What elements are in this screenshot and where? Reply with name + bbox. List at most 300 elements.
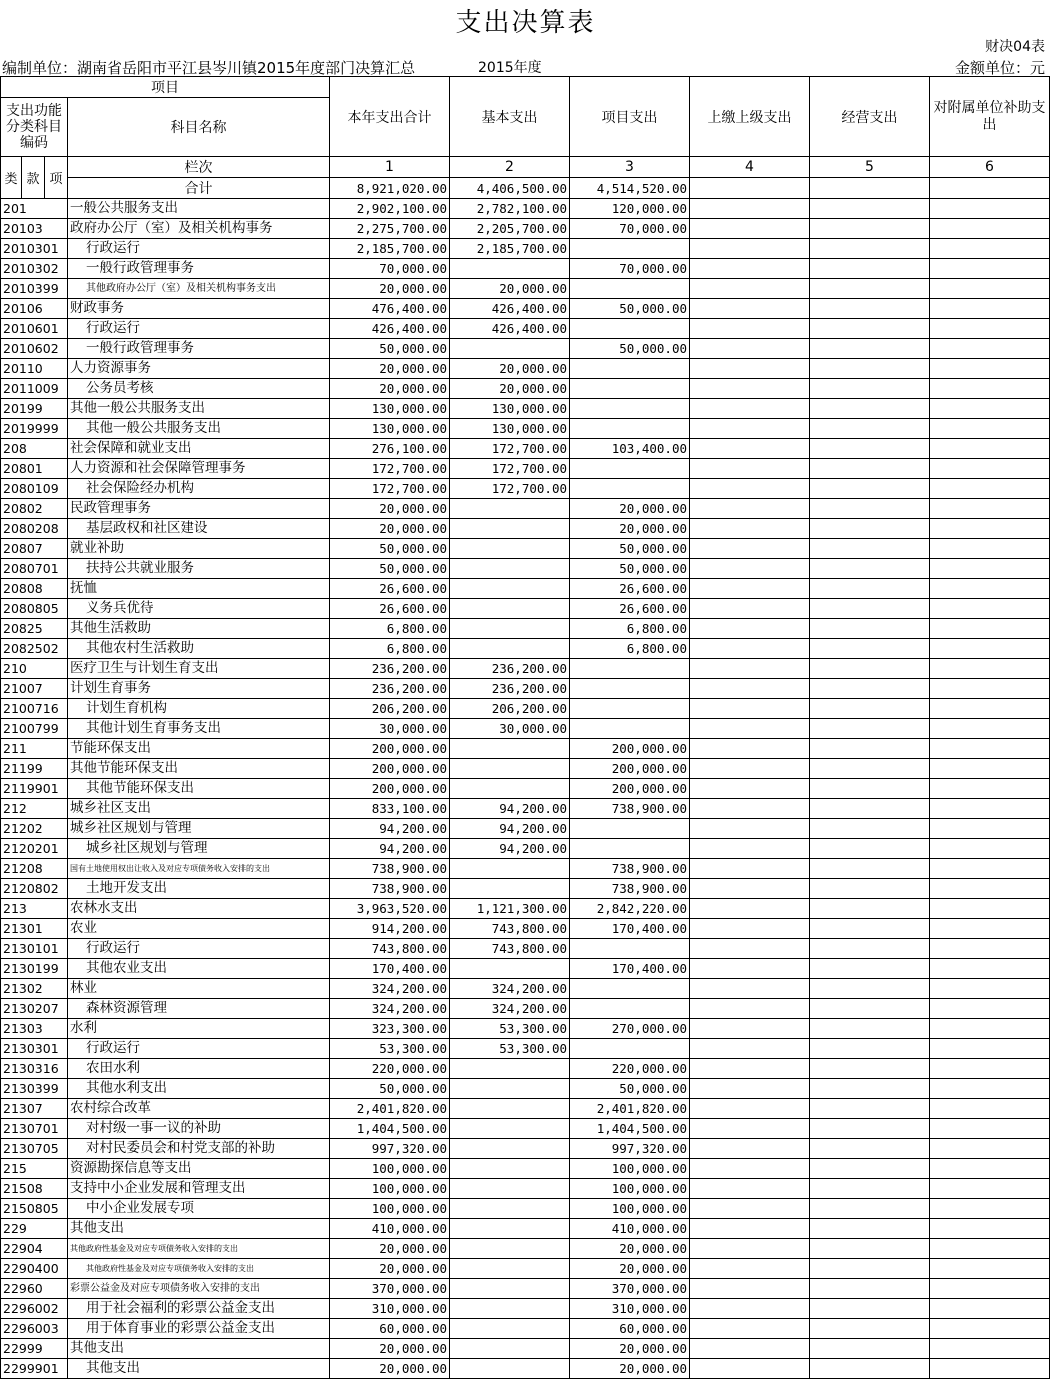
- row-business-expenditure: [810, 379, 930, 399]
- row-name: 扶持公共就业服务: [68, 559, 330, 579]
- row-total-expenditure: 170,400.00: [330, 959, 450, 979]
- row-project-expenditure: 738,900.00: [570, 799, 690, 819]
- row-name: 一般行政管理事务: [68, 259, 330, 279]
- row-name: 其他生活救助: [68, 619, 330, 639]
- row-project-expenditure: [570, 399, 690, 419]
- row-subsidiary-subsidy: [930, 959, 1050, 979]
- row-code: 21303: [1, 1019, 68, 1039]
- report-year: 2015年度: [478, 60, 542, 76]
- row-subsidiary-subsidy: [930, 1079, 1050, 1099]
- table-row: [1, 839, 1050, 859]
- row-subsidiary-subsidy: [930, 1219, 1050, 1239]
- row-business-expenditure: [810, 1019, 930, 1039]
- table-row: [1, 939, 1050, 959]
- row-total-expenditure: 20,000.00: [330, 519, 450, 539]
- row-total-expenditure: 60,000.00: [330, 1319, 450, 1339]
- row-name: 其他农村生活救助: [68, 639, 330, 659]
- row-code: 2150805: [1, 1199, 68, 1219]
- row-name: 其他计划生育事务支出: [68, 719, 330, 739]
- table-row: [1, 1059, 1050, 1079]
- row-business-expenditure: [810, 659, 930, 679]
- row-subsidiary-subsidy: [930, 239, 1050, 259]
- row-upper-remit: [690, 1059, 810, 1079]
- row-business-expenditure: [810, 1119, 930, 1139]
- row-name: 对村级一事一议的补助: [68, 1119, 330, 1139]
- row-project-expenditure: 6,800.00: [570, 639, 690, 659]
- row-code: 20106: [1, 299, 68, 319]
- row-upper-remit: [690, 319, 810, 339]
- row-project-expenditure: 50,000.00: [570, 299, 690, 319]
- row-project-expenditure: 20,000.00: [570, 1339, 690, 1359]
- row-business-expenditure: [810, 339, 930, 359]
- row-subsidiary-subsidy: [930, 519, 1050, 539]
- table-row: [1, 799, 1050, 819]
- row-total-expenditure: 172,700.00: [330, 459, 450, 479]
- row-basic-expenditure: 2,205,700.00: [450, 219, 570, 239]
- table-row: [1, 519, 1050, 539]
- row-upper-remit: [690, 939, 810, 959]
- row-subsidiary-subsidy: [930, 1019, 1050, 1039]
- row-code: 201: [1, 199, 68, 219]
- row-project-expenditure: 200,000.00: [570, 739, 690, 759]
- row-business-expenditure: [810, 739, 930, 759]
- row-name: 义务兵优待: [68, 599, 330, 619]
- row-code: 2130207: [1, 999, 68, 1019]
- row-name: 资源勘探信息等支出: [68, 1159, 330, 1179]
- row-project-expenditure: 170,400.00: [570, 919, 690, 939]
- row-subsidiary-subsidy: [930, 1239, 1050, 1259]
- row-upper-remit: [690, 699, 810, 719]
- row-upper-remit: [690, 959, 810, 979]
- row-total-expenditure: 6,800.00: [330, 639, 450, 659]
- report-title: 支出决算表: [455, 8, 596, 38]
- row-subsidiary-subsidy: [930, 379, 1050, 399]
- row-code: 22960: [1, 1279, 68, 1299]
- row-code: 2080208: [1, 519, 68, 539]
- row-name: 其他一般公共服务支出: [68, 419, 330, 439]
- total-label: 合计: [68, 178, 330, 199]
- row-project-expenditure: [570, 979, 690, 999]
- row-project-expenditure: 26,600.00: [570, 599, 690, 619]
- row-subsidiary-subsidy: [930, 579, 1050, 599]
- row-code: 212: [1, 799, 68, 819]
- row-total-expenditure: 236,200.00: [330, 679, 450, 699]
- row-basic-expenditure: [450, 1119, 570, 1139]
- row-basic-expenditure: 130,000.00: [450, 419, 570, 439]
- row-upper-remit: [690, 579, 810, 599]
- row-basic-expenditure: [450, 339, 570, 359]
- row-name: 医疗卫生与计划生育支出: [68, 659, 330, 679]
- row-business-expenditure: [810, 1219, 930, 1239]
- row-total-expenditure: 3,963,520.00: [330, 899, 450, 919]
- row-business-expenditure: [810, 1099, 930, 1119]
- row-basic-expenditure: [450, 1359, 570, 1379]
- row-code: 20801: [1, 459, 68, 479]
- row-project-expenditure: 170,400.00: [570, 959, 690, 979]
- table-row: [1, 619, 1050, 639]
- table-row: [1, 219, 1050, 239]
- header-kuan: 款: [22, 157, 45, 199]
- row-basic-expenditure: [450, 1179, 570, 1199]
- row-name: 抚恤: [68, 579, 330, 599]
- row-upper-remit: [690, 779, 810, 799]
- row-name: 基层政权和社区建设: [68, 519, 330, 539]
- row-basic-expenditure: [450, 539, 570, 559]
- row-subsidiary-subsidy: [930, 599, 1050, 619]
- row-business-expenditure: [810, 919, 930, 939]
- total-c4: [690, 178, 810, 199]
- row-subsidiary-subsidy: [930, 439, 1050, 459]
- row-subsidiary-subsidy: [930, 839, 1050, 859]
- row-name: 其他支出: [68, 1219, 330, 1239]
- table-row: [1, 319, 1050, 339]
- row-total-expenditure: 94,200.00: [330, 819, 450, 839]
- row-project-expenditure: 100,000.00: [570, 1199, 690, 1219]
- row-basic-expenditure: 30,000.00: [450, 719, 570, 739]
- row-basic-expenditure: 172,700.00: [450, 479, 570, 499]
- form-number: 财决04表: [985, 39, 1045, 55]
- reporting-unit: [2, 57, 542, 78]
- row-total-expenditure: 476,400.00: [330, 299, 450, 319]
- row-upper-remit: [690, 219, 810, 239]
- row-name: 其他政府办公厅（室）及相关机构事务支出: [68, 279, 330, 299]
- row-upper-remit: [690, 1019, 810, 1039]
- table-row: [1, 539, 1050, 559]
- row-subsidiary-subsidy: [930, 1279, 1050, 1299]
- row-subsidiary-subsidy: [930, 899, 1050, 919]
- row-basic-expenditure: 130,000.00: [450, 399, 570, 419]
- row-total-expenditure: 324,200.00: [330, 979, 450, 999]
- row-upper-remit: [690, 1079, 810, 1099]
- table-row: [1, 479, 1050, 499]
- row-total-expenditure: 100,000.00: [330, 1199, 450, 1219]
- row-code: 2290400: [1, 1259, 68, 1279]
- row-basic-expenditure: [450, 1159, 570, 1179]
- row-name: 行政运行: [68, 319, 330, 339]
- table-row: [1, 1199, 1050, 1219]
- row-basic-expenditure: [450, 559, 570, 579]
- row-total-expenditure: 200,000.00: [330, 739, 450, 759]
- row-name: 土地开发支出: [68, 879, 330, 899]
- row-total-expenditure: 220,000.00: [330, 1059, 450, 1079]
- row-total-expenditure: 50,000.00: [330, 539, 450, 559]
- row-business-expenditure: [810, 799, 930, 819]
- row-business-expenditure: [810, 839, 930, 859]
- row-name: 城乡社区支出: [68, 799, 330, 819]
- row-project-expenditure: 50,000.00: [570, 539, 690, 559]
- row-business-expenditure: [810, 519, 930, 539]
- row-code: 2010301: [1, 239, 68, 259]
- row-subsidiary-subsidy: [930, 199, 1050, 219]
- row-code: 2010302: [1, 259, 68, 279]
- row-code: 2010399: [1, 279, 68, 299]
- table-row: [1, 759, 1050, 779]
- row-project-expenditure: 100,000.00: [570, 1159, 690, 1179]
- table-row: [1, 1279, 1050, 1299]
- reporting-unit-text: 编制单位：湖南省岳阳市平江县岑川镇2015年度部门决算汇总: [2, 59, 416, 77]
- row-business-expenditure: [810, 599, 930, 619]
- row-upper-remit: [690, 819, 810, 839]
- row-code: 22999: [1, 1339, 68, 1359]
- row-name: 行政运行: [68, 239, 330, 259]
- row-total-expenditure: 26,600.00: [330, 579, 450, 599]
- row-upper-remit: [690, 839, 810, 859]
- row-subsidiary-subsidy: [930, 499, 1050, 519]
- row-project-expenditure: 120,000.00: [570, 199, 690, 219]
- row-name: 对村民委员会和村党支部的补助: [68, 1139, 330, 1159]
- table-row: [1, 559, 1050, 579]
- row-code: 20802: [1, 499, 68, 519]
- row-total-expenditure: 200,000.00: [330, 779, 450, 799]
- table-row: [1, 1159, 1050, 1179]
- row-upper-remit: [690, 459, 810, 479]
- row-total-expenditure: 1,404,500.00: [330, 1119, 450, 1139]
- row-subsidiary-subsidy: [930, 1299, 1050, 1319]
- header-lei: 类: [1, 157, 22, 199]
- row-basic-expenditure: [450, 1099, 570, 1119]
- row-subsidiary-subsidy: [930, 399, 1050, 419]
- row-basic-expenditure: [450, 1339, 570, 1359]
- row-project-expenditure: 200,000.00: [570, 759, 690, 779]
- row-project-expenditure: [570, 279, 690, 299]
- row-total-expenditure: 20,000.00: [330, 1239, 450, 1259]
- row-subsidiary-subsidy: [930, 219, 1050, 239]
- row-business-expenditure: [810, 1239, 930, 1259]
- row-upper-remit: [690, 1219, 810, 1239]
- row-project-expenditure: [570, 679, 690, 699]
- row-code: 2130701: [1, 1119, 68, 1139]
- row-code: 2119901: [1, 779, 68, 799]
- row-code: 21007: [1, 679, 68, 699]
- row-code: 2019999: [1, 419, 68, 439]
- row-basic-expenditure: [450, 619, 570, 639]
- row-code: 2080109: [1, 479, 68, 499]
- row-subsidiary-subsidy: [930, 979, 1050, 999]
- row-business-expenditure: [810, 1359, 930, 1379]
- row-business-expenditure: [810, 779, 930, 799]
- row-upper-remit: [690, 279, 810, 299]
- row-total-expenditure: 370,000.00: [330, 1279, 450, 1299]
- row-upper-remit: [690, 659, 810, 679]
- header-business-expenditure: 经营支出: [810, 77, 930, 157]
- row-code: 211: [1, 739, 68, 759]
- table-row: [1, 339, 1050, 359]
- table-row: [1, 1019, 1050, 1039]
- row-business-expenditure: [810, 1199, 930, 1219]
- table-row: [1, 459, 1050, 479]
- row-basic-expenditure: [450, 1319, 570, 1339]
- row-business-expenditure: [810, 1299, 930, 1319]
- row-total-expenditure: 324,200.00: [330, 999, 450, 1019]
- row-basic-expenditure: 236,200.00: [450, 679, 570, 699]
- row-basic-expenditure: [450, 1299, 570, 1319]
- row-name: 节能环保支出: [68, 739, 330, 759]
- row-project-expenditure: [570, 839, 690, 859]
- row-project-expenditure: 60,000.00: [570, 1319, 690, 1339]
- row-basic-expenditure: [450, 259, 570, 279]
- row-project-expenditure: 2,401,820.00: [570, 1099, 690, 1119]
- row-upper-remit: [690, 399, 810, 419]
- row-subsidiary-subsidy: [930, 919, 1050, 939]
- row-upper-remit: [690, 1139, 810, 1159]
- row-basic-expenditure: [450, 1239, 570, 1259]
- row-business-expenditure: [810, 419, 930, 439]
- row-name: 其他一般公共服务支出: [68, 399, 330, 419]
- table-row: [1, 1239, 1050, 1259]
- row-name: 其他支出: [68, 1359, 330, 1379]
- row-total-expenditure: 236,200.00: [330, 659, 450, 679]
- row-total-expenditure: 30,000.00: [330, 719, 450, 739]
- row-project-expenditure: 20,000.00: [570, 1359, 690, 1379]
- row-subsidiary-subsidy: [930, 679, 1050, 699]
- row-name: 计划生育事务: [68, 679, 330, 699]
- row-project-expenditure: 50,000.00: [570, 1079, 690, 1099]
- row-project-expenditure: 50,000.00: [570, 559, 690, 579]
- row-upper-remit: [690, 639, 810, 659]
- row-code: 210: [1, 659, 68, 679]
- row-total-expenditure: 2,902,100.00: [330, 199, 450, 219]
- row-basic-expenditure: 2,782,100.00: [450, 199, 570, 219]
- row-upper-remit: [690, 1159, 810, 1179]
- row-upper-remit: [690, 539, 810, 559]
- row-business-expenditure: [810, 1279, 930, 1299]
- row-subsidiary-subsidy: [930, 1159, 1050, 1179]
- row-subsidiary-subsidy: [930, 999, 1050, 1019]
- col-no-1: 1: [330, 157, 450, 178]
- table-row: [1, 1119, 1050, 1139]
- row-basic-expenditure: 324,200.00: [450, 999, 570, 1019]
- row-subsidiary-subsidy: [930, 1039, 1050, 1059]
- row-business-expenditure: [810, 299, 930, 319]
- row-business-expenditure: [810, 1319, 930, 1339]
- row-subsidiary-subsidy: [930, 819, 1050, 839]
- row-name: 社会保障和就业支出: [68, 439, 330, 459]
- row-total-expenditure: 323,300.00: [330, 1019, 450, 1039]
- row-project-expenditure: 20,000.00: [570, 519, 690, 539]
- table-row: [1, 1039, 1050, 1059]
- row-total-expenditure: 20,000.00: [330, 379, 450, 399]
- row-total-expenditure: 100,000.00: [330, 1159, 450, 1179]
- row-name: 彩票公益金及对应专项债务收入安排的支出: [68, 1279, 330, 1299]
- row-code: 21199: [1, 759, 68, 779]
- row-upper-remit: [690, 859, 810, 879]
- header-project: 项目: [1, 77, 330, 98]
- row-basic-expenditure: [450, 739, 570, 759]
- total-c3: 4,514,520.00: [570, 178, 690, 199]
- row-total-expenditure: 997,320.00: [330, 1139, 450, 1159]
- row-upper-remit: [690, 499, 810, 519]
- row-project-expenditure: 220,000.00: [570, 1059, 690, 1079]
- row-business-expenditure: [810, 959, 930, 979]
- row-name: 公务员考核: [68, 379, 330, 399]
- row-project-expenditure: 100,000.00: [570, 1179, 690, 1199]
- row-upper-remit: [690, 679, 810, 699]
- table-row: [1, 279, 1050, 299]
- row-basic-expenditure: [450, 759, 570, 779]
- row-name: 政府办公厅（室）及相关机构事务: [68, 219, 330, 239]
- header-func-code: 支出功能分类科目编码: [1, 98, 68, 157]
- row-total-expenditure: 2,401,820.00: [330, 1099, 450, 1119]
- row-project-expenditure: 103,400.00: [570, 439, 690, 459]
- row-name: 行政运行: [68, 939, 330, 959]
- row-basic-expenditure: 20,000.00: [450, 279, 570, 299]
- row-subsidiary-subsidy: [930, 299, 1050, 319]
- row-code: 2011009: [1, 379, 68, 399]
- row-code: 2100716: [1, 699, 68, 719]
- table-row: [1, 1339, 1050, 1359]
- row-total-expenditure: 2,275,700.00: [330, 219, 450, 239]
- row-total-expenditure: 20,000.00: [330, 279, 450, 299]
- row-subsidiary-subsidy: [930, 1099, 1050, 1119]
- row-code: 2130316: [1, 1059, 68, 1079]
- row-basic-expenditure: [450, 959, 570, 979]
- row-project-expenditure: [570, 659, 690, 679]
- row-total-expenditure: 130,000.00: [330, 419, 450, 439]
- row-business-expenditure: [810, 1039, 930, 1059]
- row-project-expenditure: 2,842,220.00: [570, 899, 690, 919]
- table-row: [1, 719, 1050, 739]
- row-business-expenditure: [810, 759, 930, 779]
- table-row: [1, 899, 1050, 919]
- row-upper-remit: [690, 419, 810, 439]
- row-name: 其他节能环保支出: [68, 779, 330, 799]
- table-row: [1, 1079, 1050, 1099]
- row-business-expenditure: [810, 259, 930, 279]
- row-project-expenditure: 20,000.00: [570, 499, 690, 519]
- row-total-expenditure: 833,100.00: [330, 799, 450, 819]
- row-project-expenditure: 20,000.00: [570, 1239, 690, 1259]
- row-business-expenditure: [810, 279, 930, 299]
- row-total-expenditure: 206,200.00: [330, 699, 450, 719]
- row-subsidiary-subsidy: [930, 639, 1050, 659]
- header-lanci: 栏次: [68, 157, 330, 178]
- row-code: 21301: [1, 919, 68, 939]
- row-total-expenditure: 200,000.00: [330, 759, 450, 779]
- row-name: 城乡社区规划与管理: [68, 819, 330, 839]
- row-upper-remit: [690, 739, 810, 759]
- row-business-expenditure: [810, 719, 930, 739]
- row-project-expenditure: 50,000.00: [570, 339, 690, 359]
- row-business-expenditure: [810, 859, 930, 879]
- table-row: [1, 399, 1050, 419]
- row-code: 2100799: [1, 719, 68, 739]
- col-no-5: 5: [810, 157, 930, 178]
- table-row: [1, 679, 1050, 699]
- row-project-expenditure: [570, 319, 690, 339]
- table-row: [1, 699, 1050, 719]
- table-row: [1, 1319, 1050, 1339]
- row-upper-remit: [690, 1359, 810, 1379]
- row-basic-expenditure: [450, 859, 570, 879]
- row-subsidiary-subsidy: [930, 619, 1050, 639]
- row-code: 2299901: [1, 1359, 68, 1379]
- row-name: 中小企业发展专项: [68, 1199, 330, 1219]
- row-upper-remit: [690, 519, 810, 539]
- row-upper-remit: [690, 1259, 810, 1279]
- row-code: 2296002: [1, 1299, 68, 1319]
- row-basic-expenditure: [450, 1059, 570, 1079]
- row-code: 22904: [1, 1239, 68, 1259]
- row-total-expenditure: 6,800.00: [330, 619, 450, 639]
- row-name: 其他节能环保支出: [68, 759, 330, 779]
- row-name: 人力资源和社会保障管理事务: [68, 459, 330, 479]
- row-name: 农村综合改革: [68, 1099, 330, 1119]
- row-business-expenditure: [810, 579, 930, 599]
- row-basic-expenditure: [450, 519, 570, 539]
- row-subsidiary-subsidy: [930, 479, 1050, 499]
- row-code: 229: [1, 1219, 68, 1239]
- table-row: [1, 859, 1050, 879]
